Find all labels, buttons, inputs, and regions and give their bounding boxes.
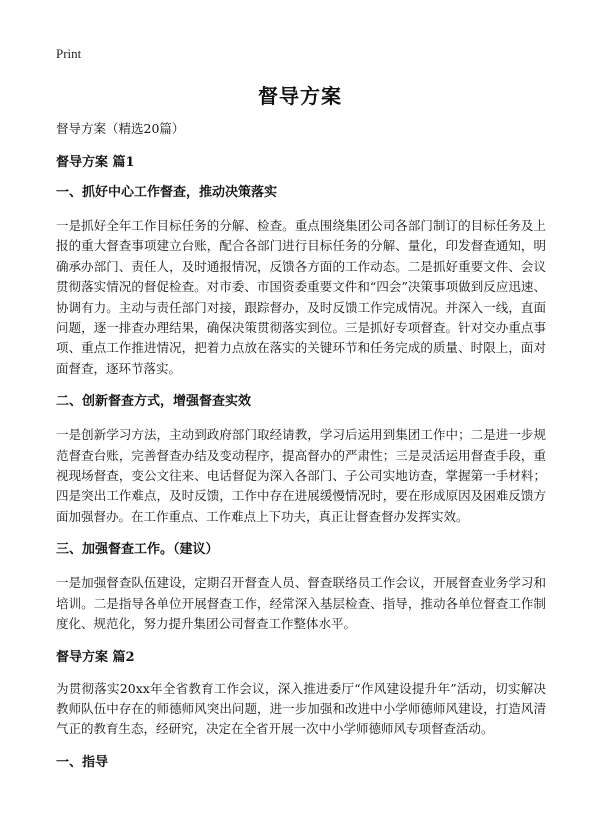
section-paragraph: 一是加强督查队伍建设，定期召开督查人员、督查联络员工作会议，开展督查业务学习和培训。二是指导各单位开展督查工作，经常深入基层检查、指导，推动各单位督查工作制度化、规范化，努力提升集团公司督查工作整体水平。 [56, 575, 546, 632]
chapter-heading-1: 督导方案 篇1 [56, 155, 135, 170]
section-paragraph: 一是创新学习方法，主动到政府部门取经请教，学习后运用到集团工作中；二是进一步规范督查台账，完善督查办结及变动程序，提高督办的严肃性；三是灵活运用督查手段，重视现场督查，变公文往来、电话督促为深入各部门、子公司实地访查，掌握第一手材料；四是突出工作难点，及时反馈，工作中存在进展缓慢情况时，要在形成原因及困难反馈方面加强督办。在工作重点、工作难点上下功夫，真正让督查督办发挥实效。 [56, 427, 546, 524]
section-heading: 三、加强督查工作。（建议） [56, 542, 219, 558]
print-link[interactable]: Print [56, 46, 82, 61]
document-subtitle: 督导方案（精选20篇） [56, 121, 185, 136]
document-body [56, 120, 546, 786]
document-title: 督导方案 [258, 84, 342, 108]
section-paragraph: 一是抓好全年工作目标任务的分解、检查。重点围绕集团公司各部门制订的目标任务及上报的重大督查事项建立台账，配合各部门进行目标任务的分解、量化，印发督查通知，明确承办部门、责任人，及时通报情况，反馈各方面的工作动态。二是抓好重要文件、会议贯彻落实情况的督促检查。对市委、市国资委重要文件和“四会”决策事项做到反应迅速、协调有力。主动与责任部门对接，跟踪督办，及时反馈工作完成情况。并深入一线，直面问题，逐一排查办理结果，确保决策贯彻落实到位。三是抓好专项督查。针对交办重点事项、重点工作推进情况，把着力点放在落实的关键环节和任务完成的质量、时限上，面对面督查，逐环节落实。 [56, 218, 546, 376]
section-heading: 一、指导 [56, 754, 109, 770]
section-heading: 一、抓好中心工作督查，推动决策落实 [56, 185, 278, 200]
chapter-intro-paragraph: 为贯彻落实20xx年全省教育工作会议，深入推进委厅“作风建设提升年”活动，切实解决教师队伍中存在的师德师风突出问题，进一步加强和改进中小学师德师风建设，打造风清气正的教育生态，经研究，决定在全省开展一次中小学师德师风专项督查活动。 [56, 680, 546, 737]
section-heading: 二、创新督查方式，增强督查实效 [56, 394, 252, 410]
chapter-heading-2: 督导方案 篇2 [56, 649, 135, 665]
